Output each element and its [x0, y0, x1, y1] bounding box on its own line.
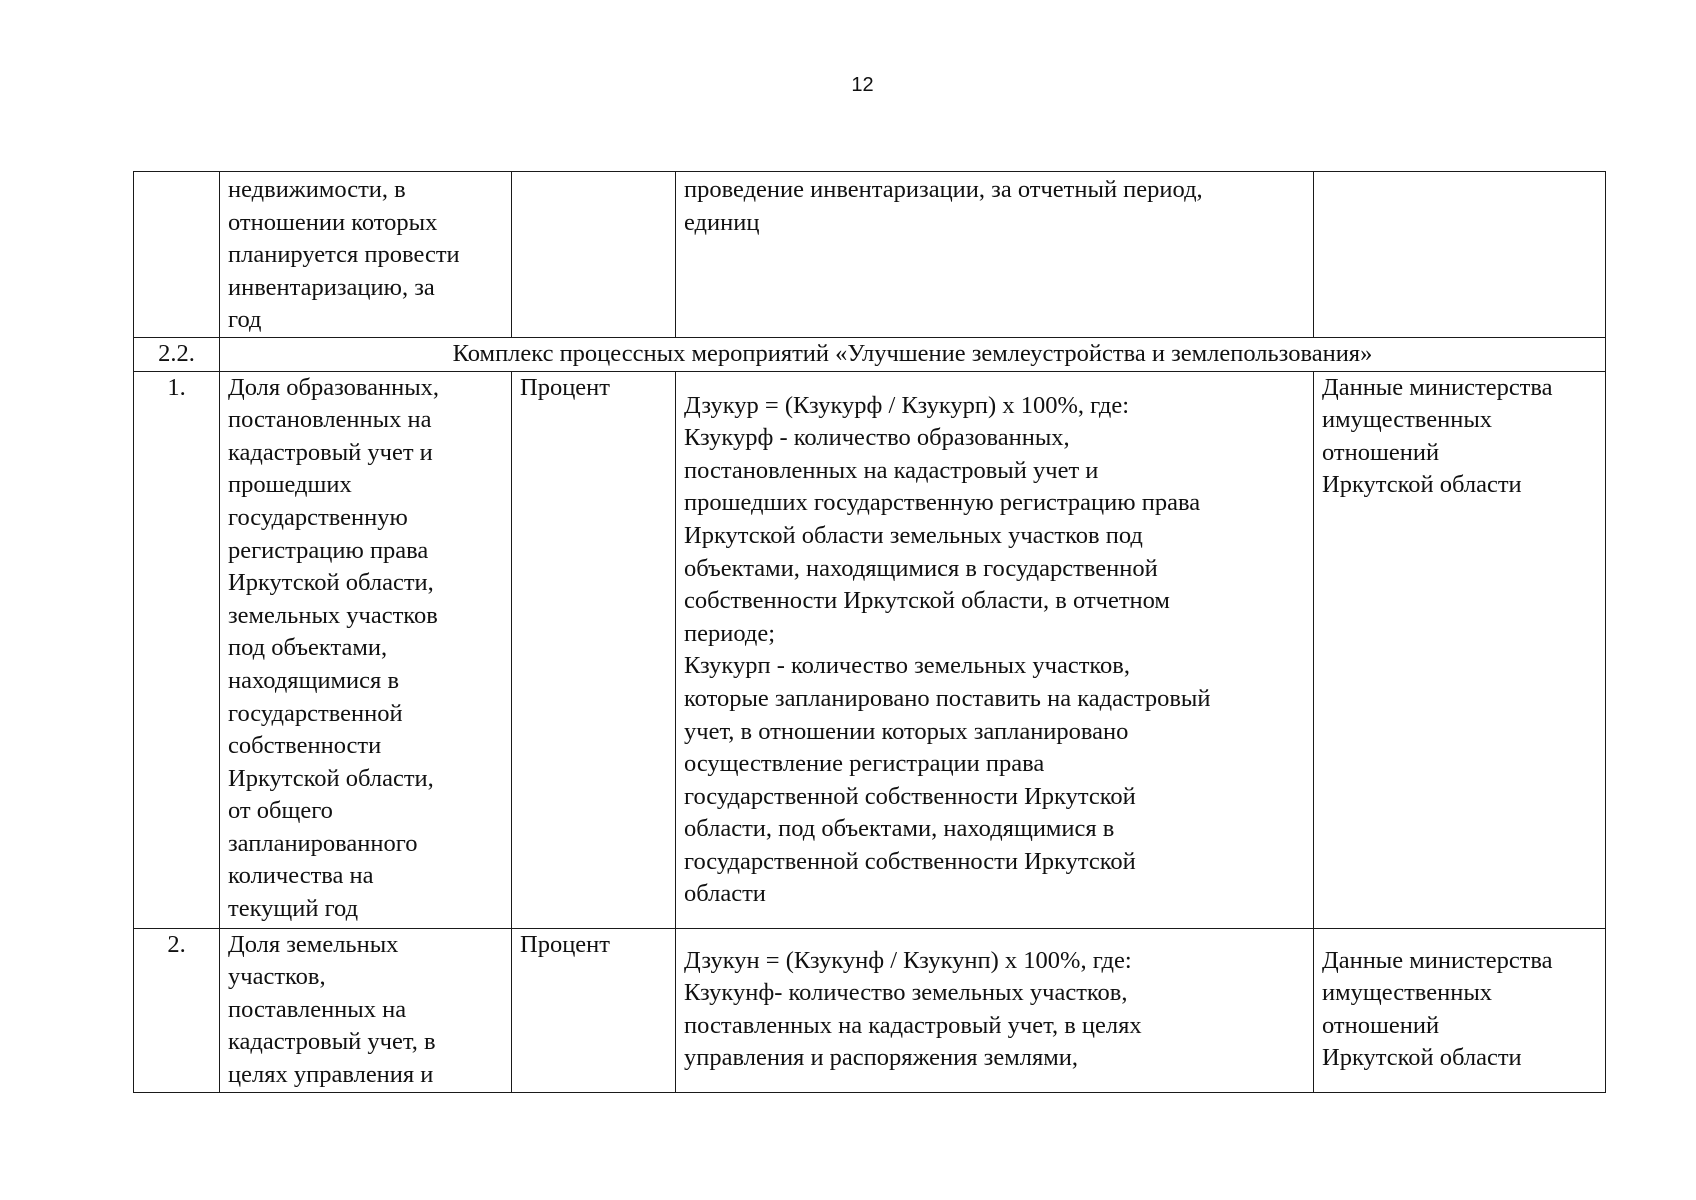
text-line: целях управления и	[228, 1060, 434, 1088]
text-line: Дзукун = (Кзукунф / Кзукунп) х 100%, где:	[684, 946, 1132, 974]
text-line: Иркутской области,	[228, 764, 434, 792]
text-line: Иркутской области земельных участков под	[684, 521, 1143, 549]
text-line: от общего	[228, 797, 333, 825]
cell-formula	[676, 172, 1314, 338]
text-line: Кзукурф - количество образованных,	[684, 424, 1070, 452]
text-line: находящимися в	[228, 666, 400, 694]
text-line: учет, в отношении которых запланировано	[684, 717, 1129, 745]
text-line: Доля земельных	[228, 930, 399, 958]
text-line: области, под объектами, находящимися в	[684, 815, 1115, 843]
cell-number: 1.	[134, 371, 220, 928]
text-line: Данные министерства	[1322, 946, 1553, 974]
text-line: отношений	[1322, 1011, 1440, 1039]
text-line: недвижимости, в	[228, 176, 406, 203]
text-line: постановленных на	[228, 406, 432, 434]
text-line: земельных участков	[228, 601, 438, 629]
text-line: Данные министерства	[1322, 373, 1553, 401]
text-line: собственности Иркутской области, в отчетном	[684, 587, 1170, 615]
text-line: единиц	[684, 208, 760, 236]
text-line: прошедших	[228, 471, 352, 499]
text-line: Кзукурп - количество земельных участков,	[684, 652, 1131, 680]
text-line: отношении которых	[228, 208, 438, 236]
text-line: Иркутской области	[1322, 1044, 1522, 1072]
text-line: кадастровый учет и	[228, 438, 433, 466]
text-line: периоде;	[684, 619, 776, 647]
text-line: проведение инвентаризации, за отчетный период,	[684, 176, 1203, 203]
text-line: Кзукунф- количество земельных участков,	[684, 979, 1128, 1007]
text-line: поставленных на	[228, 995, 407, 1023]
text-line: поставленных на кадастровый учет, в целях	[684, 1011, 1142, 1039]
table-row	[134, 371, 1606, 928]
text-line: имущественных	[1322, 979, 1493, 1007]
cell-indicator-name	[220, 928, 512, 1092]
cell-number	[134, 172, 220, 338]
text-line: государственную	[228, 503, 408, 531]
table-row-continuation	[134, 172, 1606, 338]
text-line: участков,	[228, 963, 326, 991]
cell-unit	[512, 172, 676, 338]
text-line: постановленных на кадастровый учет и	[684, 456, 1099, 484]
text-line: области	[684, 880, 766, 908]
section-number: 2.2.	[134, 337, 220, 371]
text-line: собственности	[228, 732, 382, 760]
cell-source	[1314, 371, 1606, 928]
cell-formula	[676, 928, 1314, 1092]
text-line: Дзукур = (Кзукурф / Кзукурп) х 100%, где:	[684, 391, 1130, 419]
text-line: Иркутской области,	[228, 569, 434, 597]
text-line: Доля образованных,	[228, 373, 440, 401]
cell-unit: Процент	[512, 928, 676, 1092]
text-line: под объектами,	[228, 634, 388, 662]
text-line: имущественных	[1322, 406, 1493, 434]
text-line: планируется провести	[228, 241, 460, 269]
text-line: управления и распоряжения землями,	[684, 1044, 1078, 1072]
section-title: Комплекс процессных мероприятий «Улучшение землеустройства и землепользования»	[220, 337, 1606, 371]
text-line: кадастровый учет, в	[228, 1028, 436, 1056]
text-line: регистрацию права	[228, 536, 429, 564]
cell-unit: Процент	[512, 371, 676, 928]
page-number: 12	[851, 74, 874, 96]
text-line: прошедших государственную регистрацию права	[684, 489, 1201, 517]
text-line: которые запланировано поставить на кадастровый	[684, 684, 1211, 712]
indicators-table	[133, 171, 1606, 1093]
cell-formula	[676, 371, 1314, 928]
text-line: количества на	[228, 862, 374, 890]
text-line: отношений	[1322, 438, 1440, 466]
text-line: Иркутской области	[1322, 471, 1522, 499]
cell-source	[1314, 172, 1606, 338]
text-line: государственной собственности Иркутской	[684, 782, 1136, 810]
text-line: год	[228, 306, 262, 334]
cell-indicator-name	[220, 172, 512, 338]
text-line: инвентаризацию, за	[228, 273, 435, 301]
cell-source	[1314, 928, 1606, 1092]
cell-indicator-name	[220, 371, 512, 928]
text-line: государственной собственности Иркутской	[684, 847, 1136, 875]
text-line: осуществление регистрации права	[684, 750, 1045, 778]
table-row	[134, 928, 1606, 1092]
text-line: объектами, находящимися в государственной	[684, 554, 1158, 582]
text-line: государственной	[228, 699, 403, 727]
cell-number: 2.	[134, 928, 220, 1092]
table-row-section	[134, 337, 1606, 371]
text-line: запланированного	[228, 829, 418, 857]
text-line: текущий год	[228, 895, 359, 923]
